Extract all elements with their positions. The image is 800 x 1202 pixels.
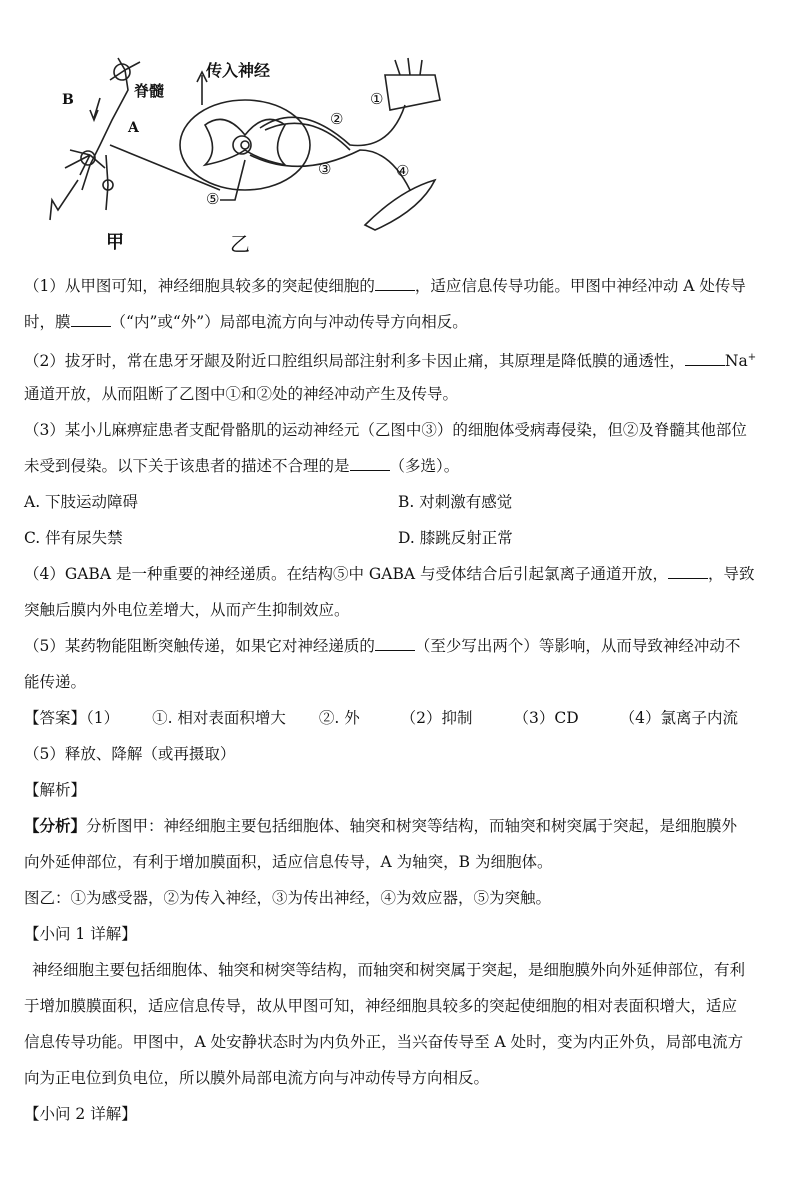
- label-3: ③: [318, 160, 332, 178]
- label-B: B: [62, 92, 74, 108]
- neuron-dendrites: [65, 150, 105, 175]
- fenxi-tag: 【分析】: [24, 816, 87, 835]
- question-3: [24, 412, 776, 484]
- label-jia: 甲: [106, 232, 124, 253]
- neuron-branch: [106, 155, 108, 210]
- option-c: C. 伴有尿失禁: [24, 529, 123, 547]
- question-2: [24, 340, 776, 412]
- q4-text-a: （4）GABA 是一种重要的神经递质。在结构⑤中 GABA 与受体结合后引起氯离子通道开放，: [24, 565, 668, 583]
- question-1: [24, 268, 776, 340]
- q3-text-a: （3）某小儿麻痹症患者支配骨骼肌的运动神经元（乙图中③）的细胞体受病毒侵染，但②及脊髓其他部位: [24, 421, 747, 439]
- answer-tag: 【答案】: [24, 709, 87, 727]
- label-yi: 乙: [230, 232, 250, 256]
- answer-section: [24, 700, 776, 772]
- fenxi-line-2: 向外延伸部位，有利于增加膜面积，适应信息传导，A 为轴突，B 为细胞体。: [24, 853, 553, 871]
- sub2-tag: 【小问 2 详解】: [24, 1105, 137, 1123]
- effector-muscle: [365, 180, 435, 230]
- answer-item-4: （2）抑制: [400, 709, 473, 727]
- sub1-line-3: 信息传导功能。甲图中，A 处安静状态时为内负外正，当兴奋传导至 A 处时，变为内正外负，局部电流方: [24, 1033, 744, 1051]
- question-4: [24, 556, 776, 628]
- fenxi-line-1: 分析图甲：神经细胞主要包括细胞体、轴突和树突等结构，而轴突和树突属于突起，是细胞膜外: [86, 817, 738, 835]
- q3-text-c: （多选）。: [389, 457, 460, 475]
- answer-item-5: （3）CD: [513, 709, 579, 727]
- q1-blank-1: [375, 274, 415, 291]
- q2-na: Na: [724, 352, 748, 371]
- q5-text-b: （至少写出两个）等影响，从而导致神经冲动不: [414, 637, 741, 655]
- q4-blank: [668, 562, 708, 579]
- q2-blank: [685, 349, 725, 366]
- q1-blank-2: [71, 310, 111, 327]
- option-b: B. 对刺激有感觉: [398, 493, 513, 511]
- receptor-box: [385, 75, 440, 110]
- answer-item-6: （4）氯离子内流: [619, 709, 738, 727]
- answer-item-3: ②. 外: [318, 709, 360, 727]
- option-a: A. 下肢运动障碍: [24, 493, 139, 511]
- answer-item-2: ①. 相对表面积增大: [152, 709, 286, 727]
- q2-na-sup: +: [747, 352, 757, 363]
- q1-text-d: （“内”或“外”）局部电流方向与冲动传导方向相反。: [110, 313, 468, 331]
- q1-text-b: ，适应信息传导功能。甲图中神经冲动 A 处传导: [414, 277, 746, 295]
- neuron-reflex-figure: [30, 50, 470, 255]
- q4-text-c: 突触后膜内外电位差增大，从而产生抑制效应。: [24, 601, 350, 619]
- answer-item-1: （1）: [86, 709, 120, 727]
- q1-text-a: （1）从甲图可知，神经细胞具较多的突起使细胞的: [24, 277, 375, 295]
- q5-text-a: （5）某药物能阻断突触传递，如果它对神经递质的: [24, 637, 375, 655]
- label-1: ①: [370, 90, 384, 108]
- analysis-tag: 【解析】: [24, 781, 87, 799]
- sub1-line-2: 于增加膜膜面积，适应信息传导，故从甲图可知，神经细胞具较多的突起使细胞的相对表面积增大，适应: [24, 997, 738, 1015]
- question-5: [24, 628, 776, 700]
- q5-blank: [375, 634, 415, 651]
- q1-text-c: 时，膜: [24, 313, 71, 331]
- q3-text-b: 未受到侵染。以下关于该患者的描述不合理的是: [24, 457, 350, 475]
- answer-line-2: （5）释放、降解（或再摄取）: [24, 745, 236, 763]
- q4-text-b: ，导致: [707, 565, 755, 583]
- q2-text-b: 通道开放，从而阻断了乙图中①和②处的神经冲动产生及传导。: [24, 385, 459, 403]
- spinal-cord-outline: [180, 100, 310, 190]
- q2-text-a: （2）拔牙时，常在患牙牙龈及附近口腔组织局部注射利多卡因止痛，其原理是降低膜的通透性，: [24, 352, 685, 371]
- neuron-end-left: [50, 180, 78, 220]
- label-4: ④: [396, 162, 410, 180]
- q3-blank: [350, 454, 390, 471]
- analysis-section: [24, 772, 776, 1132]
- label-afferent-nerve: 传入神经: [206, 61, 271, 80]
- sub1-line-1: 神经细胞主要包括细胞体、轴突和树突等结构，而轴突和树突属于突起，是细胞膜外向外延伸部位，有利: [32, 961, 746, 979]
- fig2-line: 图乙：①为感受器，②为传入神经，③为传出神经，④为效应器，⑤为突触。: [24, 889, 552, 907]
- q5-text-c: 能传递。: [24, 673, 87, 691]
- label-A: A: [128, 120, 139, 136]
- sub1-tag: 【小问 1 详解】: [24, 925, 137, 943]
- label-2: ②: [330, 110, 344, 128]
- label-5: ⑤: [206, 190, 220, 208]
- sub1-line-4: 向为正电位到负电位，所以膜外局部电流方向与冲动传导方向相反。: [24, 1069, 490, 1087]
- label-spinal-cord: 脊髓: [134, 82, 165, 100]
- option-d: D. 膝跳反射正常: [398, 529, 513, 547]
